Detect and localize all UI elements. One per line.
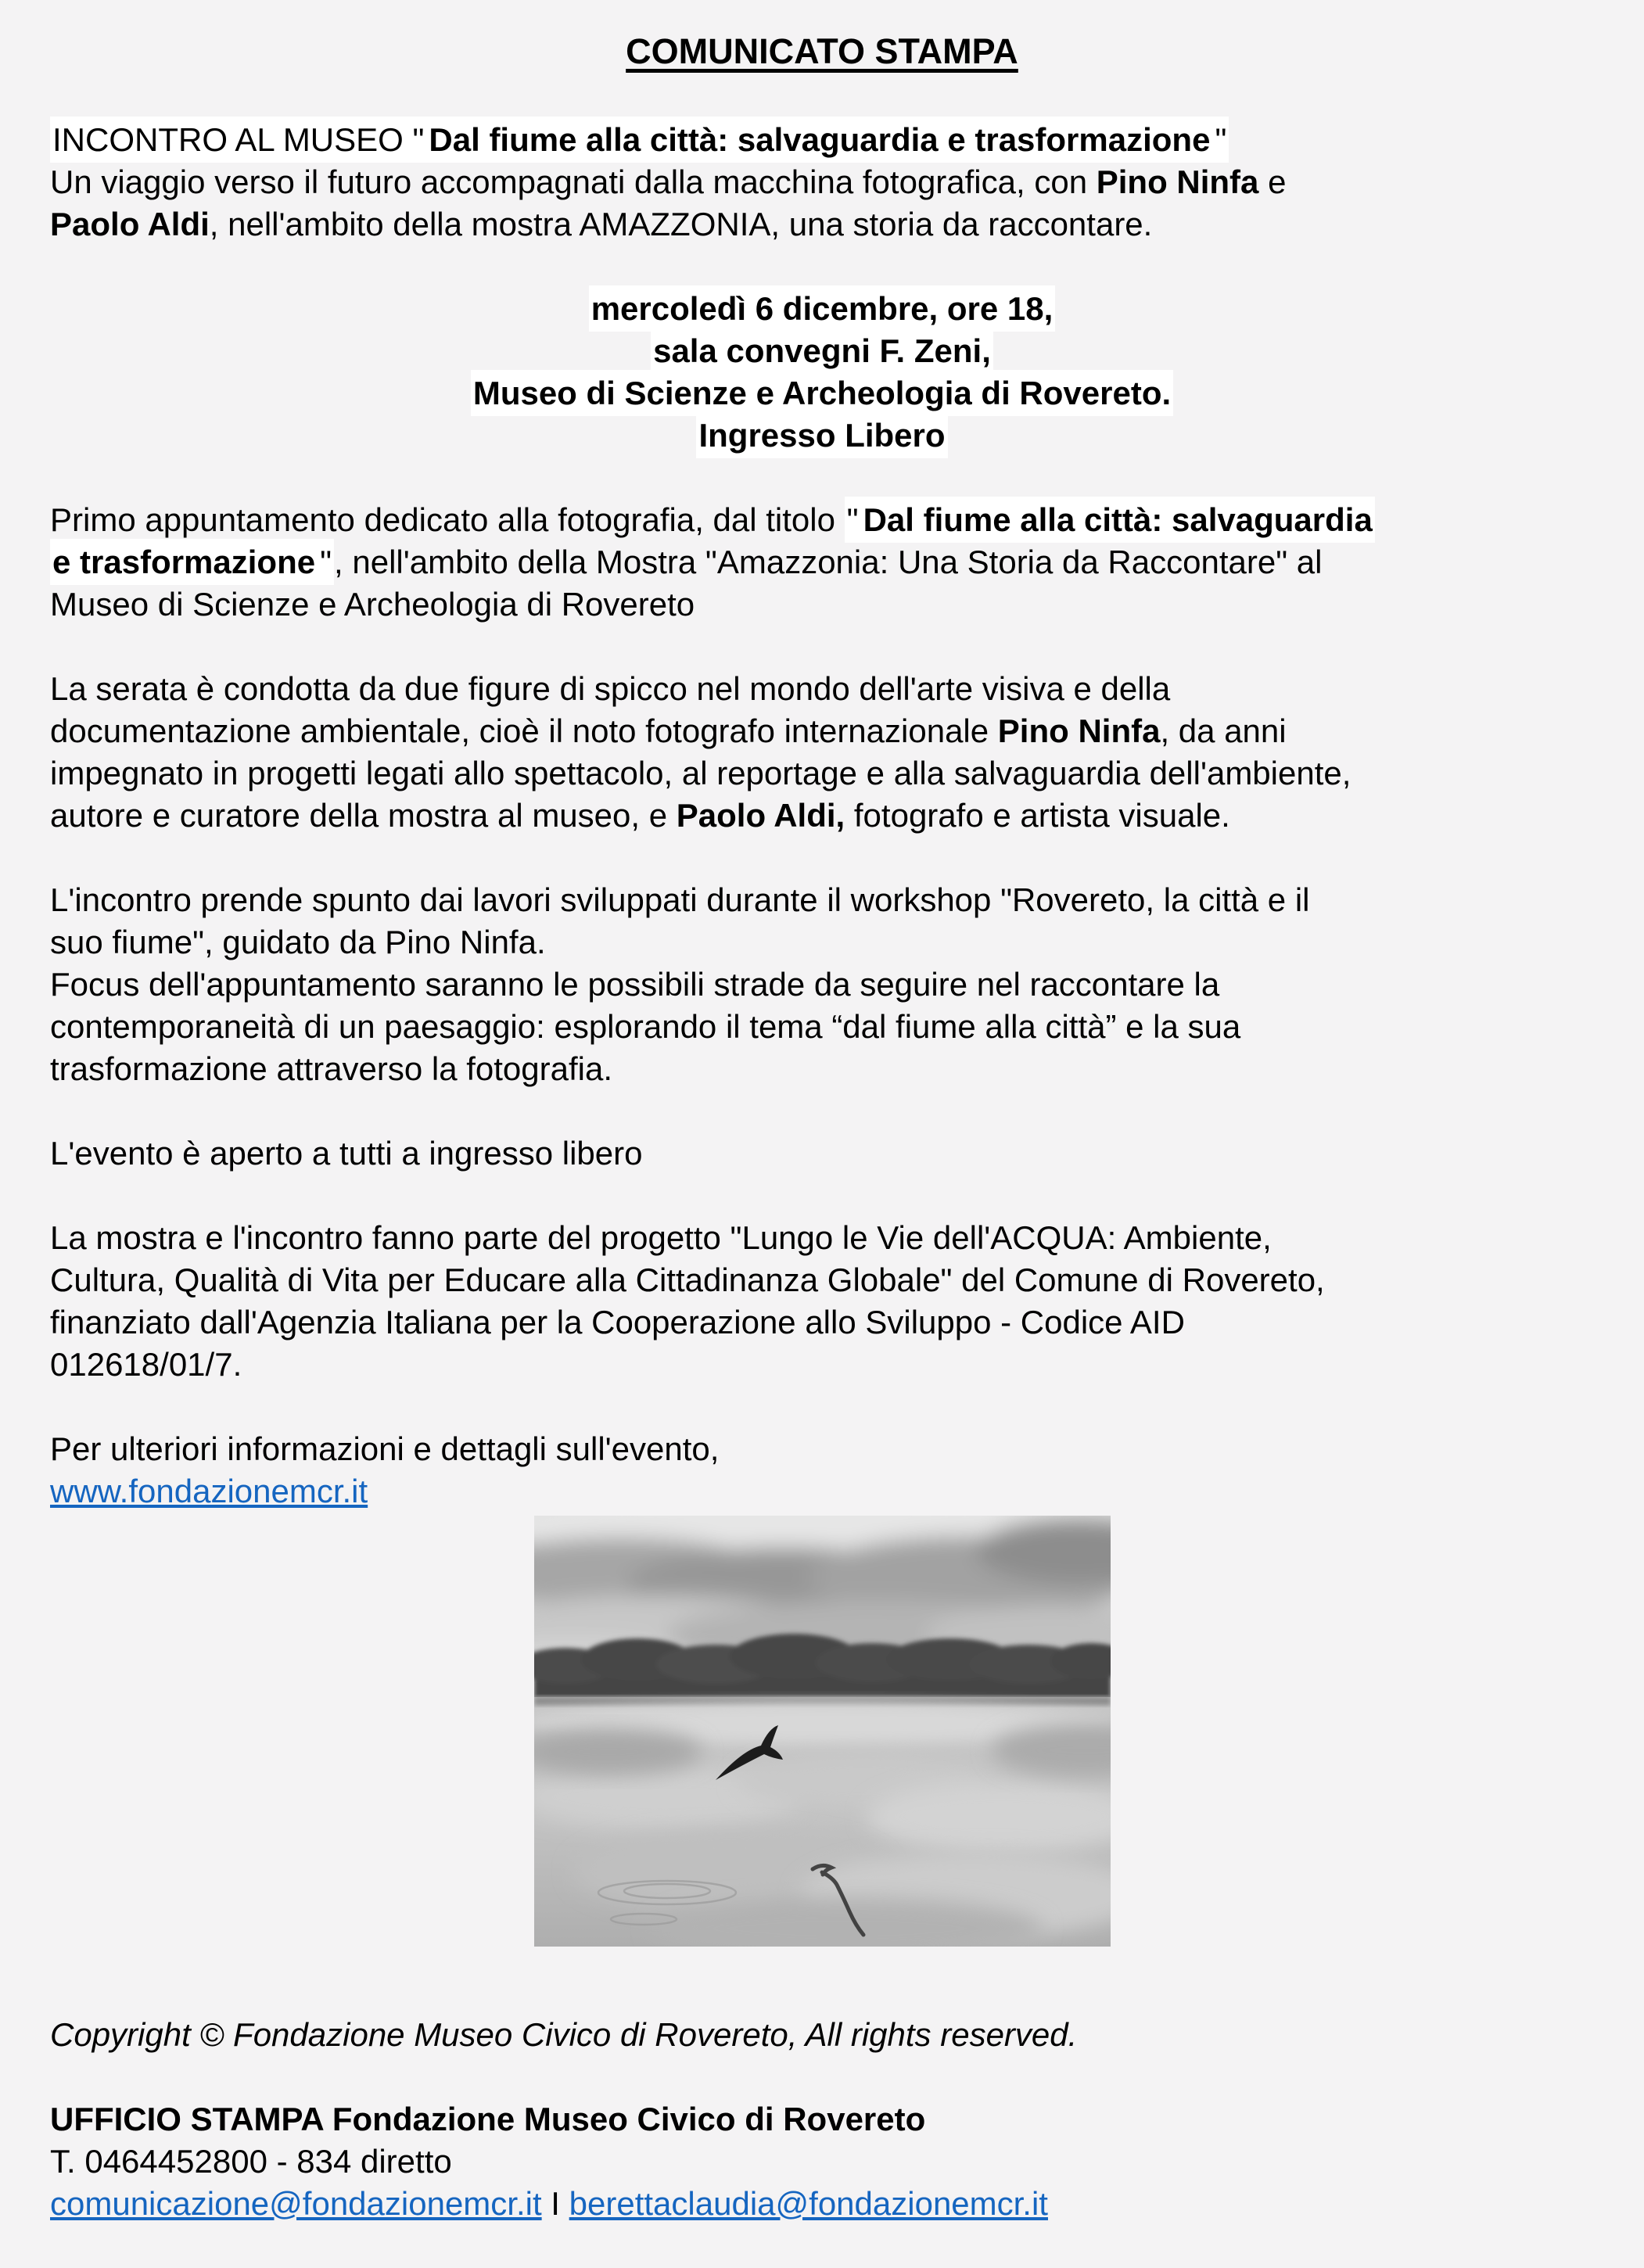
event-photo: [534, 1516, 1111, 1947]
text-span: documentazione ambientale, cioè il noto fotografo internazionale: [50, 712, 998, 749]
text-span: e trasformazione: [50, 539, 318, 585]
text-span: e: [1258, 163, 1287, 200]
text-span: Per ulteriori informazioni e dettagli sull'evento,: [50, 1430, 720, 1467]
email-link-berettaclaudia[interactable]: berettaclaudia@fondazionemcr.it: [569, 2185, 1048, 2222]
press-office-block: [50, 2098, 1594, 2225]
text-span: contemporaneità di un paesaggio: esplorando il tema “dal fiume alla città” e la sua: [50, 1008, 1241, 1045]
document-body-bottom: [50, 2014, 1594, 2225]
river-bird-photo: [534, 1516, 1111, 1947]
text-span: Museo di Scienze e Archeologia di Rovereto.: [471, 370, 1173, 416]
text-span: ": [845, 497, 861, 543]
text-span: Dal fiume alla città: salvaguardia e trasformazione: [426, 117, 1212, 163]
info-paragraph: [50, 1428, 1594, 1513]
text-span: Pino Ninfa: [997, 712, 1161, 749]
workshop-paragraph: [50, 879, 1594, 1090]
email-separator: I: [541, 2185, 569, 2222]
text-span: sala convegni F. Zeni,: [651, 328, 993, 374]
text-span: La serata è condotta da due figure di spicco nel mondo dell'arte visiva e della: [50, 670, 1171, 707]
event-details-block: [50, 288, 1594, 457]
email-link-comunicazione[interactable]: comunicazione@fondazionemcr.it: [50, 2185, 542, 2222]
text-span: suo fiume", guidato da Pino Ninfa.: [50, 924, 546, 960]
phone-line: T. 0464452800 - 834 diretto: [50, 2143, 452, 2180]
text-span: Paolo Aldi,: [676, 797, 845, 834]
text-span: Copyright © Fondazione Museo Civico di Rovereto, All rights reserved.: [50, 2016, 1078, 2053]
text-span: trasformazione attraverso la fotografia.: [50, 1050, 613, 1087]
project-paragraph: [50, 1217, 1594, 1386]
website-link[interactable]: www.fondazionemcr.it: [50, 1473, 368, 1509]
text-span: ": [1212, 117, 1229, 163]
text-span: autore e curatore della mostra al museo, e: [50, 797, 677, 834]
text-span: Ingresso Libero: [696, 412, 947, 458]
speakers-paragraph: [50, 668, 1594, 837]
text-span: Museo di Scienze e Archeologia di Rovereto: [50, 586, 695, 623]
text-span: ": [318, 539, 334, 585]
text-span: L'incontro prende spunto dai lavori sviluppati durante il workshop "Rovereto, la città e il: [50, 881, 1310, 918]
text-span: Primo appuntamento dedicato alla fotografia, dal titolo: [50, 501, 845, 538]
press-office-title: UFFICIO STAMPA Fondazione Museo Civico di Rovereto: [50, 2101, 926, 2137]
text-span: , da anni: [1160, 712, 1287, 749]
text-span: fotografo e artista visuale.: [845, 797, 1230, 834]
text-span: impegnato in progetti legati allo spettacolo, al reportage e alla salvaguardia dell'ambiente,: [50, 755, 1351, 791]
text-span: L'evento è aperto a tutti a ingresso libero: [50, 1135, 643, 1172]
page-title: COMUNICATO STAMPA: [626, 31, 1018, 71]
text-span: Dal fiume alla città: salvaguardia: [861, 497, 1375, 543]
text-span: , nell'ambito della mostra AMAZZONIA, una storia da raccontare.: [209, 206, 1153, 242]
copyright-line: [50, 2014, 1594, 2056]
free-entry-line: [50, 1132, 1594, 1175]
text-span: 012618/01/7.: [50, 1346, 242, 1383]
text-span: finanziato dall'Agenzia Italiana per la Cooperazione allo Sviluppo - Codice AID: [50, 1304, 1185, 1340]
text-span: INCONTRO AL MUSEO ": [50, 117, 426, 163]
intro-paragraph: [50, 119, 1594, 246]
text-span: Un viaggio verso il futuro accompagnati dalla macchina fotografica, con: [50, 163, 1097, 200]
document-body-top: [50, 119, 1594, 1513]
text-span: La mostra e l'incontro fanno parte del progetto "Lungo le Vie dell'ACQUA: Ambiente,: [50, 1219, 1272, 1256]
first-appointment-paragraph: [50, 499, 1594, 626]
text-span: Pino Ninfa: [1096, 163, 1259, 200]
text-span: Cultura, Qualità di Vita per Educare alla Cittadinanza Globale" del Comune di Rovereto,: [50, 1261, 1325, 1298]
text-span: Focus dell'appuntamento saranno le possibili strade da seguire nel raccontare la: [50, 966, 1220, 1003]
text-span: Paolo Aldi: [50, 206, 210, 242]
text-span: , nell'ambito della Mostra "Amazzonia: Una Storia da Raccontare" al: [334, 544, 1323, 580]
text-span: mercoledì 6 dicembre, ore 18,: [589, 285, 1056, 332]
